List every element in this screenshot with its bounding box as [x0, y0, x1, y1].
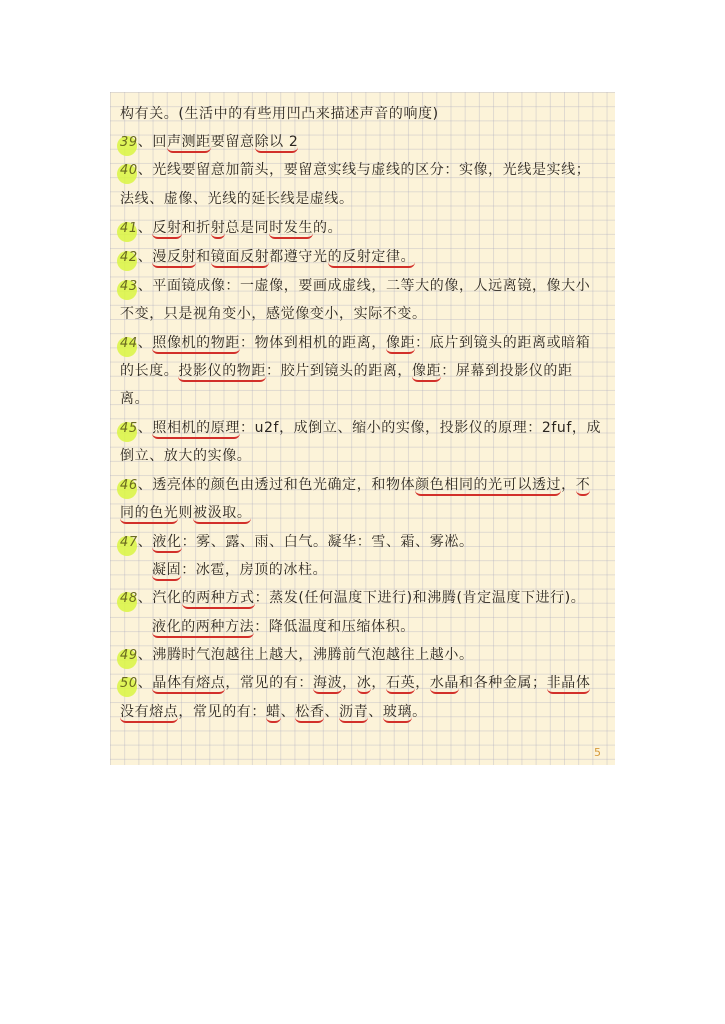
item-number-highlight: 49 — [120, 648, 138, 663]
text: ：胶片到镜头的距离， — [266, 363, 413, 379]
text: 、 — [368, 704, 383, 720]
text: 则 — [178, 505, 194, 521]
text: 、 — [137, 220, 153, 236]
text: ：屏幕到投影仪的距 — [441, 363, 573, 379]
text: 、 — [137, 534, 153, 550]
note-item-50 — [120, 672, 590, 694]
underlined-text: 颜色相同的光可以透过 — [415, 477, 561, 496]
underlined-text: 液化的两种方法 — [152, 619, 254, 638]
text: ：冰雹，房顶的冰柱。 — [181, 562, 328, 578]
underlined-text: 漫反射 — [152, 249, 196, 268]
text: ：蒸发(任何温度下进行)和沸腾(肯定温度下进行)。 — [254, 590, 586, 606]
text: 、回 — [137, 134, 167, 150]
text: ， — [561, 477, 576, 493]
underlined-text: 沥青 — [339, 704, 368, 723]
underlined-text: 玻璃 — [383, 704, 412, 723]
text: ，常见的有： — [225, 675, 313, 691]
text: 、 — [324, 704, 340, 720]
underlined-text: 凝固 — [152, 562, 181, 581]
text: ：底片到镜头的距离或暗箱 — [415, 335, 591, 351]
note-line — [120, 188, 354, 210]
text: 和各种金属； — [459, 675, 547, 691]
note-item-43 — [120, 275, 590, 297]
text: 要留意 — [210, 134, 255, 150]
underlined-text: 冰 — [357, 675, 372, 694]
item-number-highlight: 47 — [120, 535, 138, 550]
note-line — [120, 103, 439, 125]
underlined-text: 水晶 — [430, 675, 459, 694]
text: ， — [342, 675, 357, 691]
item-number-highlight: 40 — [120, 163, 138, 178]
text: 、 — [137, 335, 153, 351]
note-item-40 — [120, 159, 590, 181]
underlined-text: 被汲取。 — [193, 505, 251, 524]
note-line — [152, 559, 327, 581]
item-number-highlight: 50 — [120, 676, 138, 691]
item-number-highlight: 48 — [120, 591, 138, 606]
text: 、 — [137, 420, 153, 436]
text: ， — [371, 675, 386, 691]
note-item-49 — [120, 644, 474, 666]
underlined-text: 镜面反射 — [211, 249, 269, 268]
note-line — [120, 388, 149, 410]
note-line — [152, 616, 415, 638]
text: ，常见的有： — [178, 704, 267, 720]
text: 。 — [412, 704, 427, 720]
note-line — [120, 445, 251, 467]
note-line — [120, 303, 427, 325]
note-line — [120, 701, 427, 723]
note-item-47 — [120, 531, 474, 553]
notebook-page — [110, 92, 615, 765]
note-item-39 — [120, 131, 298, 153]
underlined-text: 非晶体 — [547, 675, 591, 694]
item-number-highlight: 41 — [120, 221, 138, 236]
text: 、平面镜成像：一虚像，要画成虚线，二等大的像，人远离镜，像大小 — [137, 278, 591, 294]
underlined-text: 像距 — [412, 363, 441, 382]
text: ：物体到相机的距离， — [239, 335, 386, 351]
note-item-41 — [120, 217, 342, 239]
text: ：u2f，成倒立、缩小的实像，投影仪的原理：2fuf，成 — [239, 420, 602, 436]
underlined-text: 时发生 — [269, 220, 313, 239]
underlined-text: 除以 2 — [255, 134, 299, 153]
note-item-42 — [120, 246, 415, 268]
underlined-text: 液化 — [152, 534, 181, 553]
note-line — [120, 502, 251, 524]
underlined-text: 的两种方式 — [182, 590, 255, 609]
note-item-46 — [120, 474, 590, 496]
text: 、 — [137, 249, 153, 265]
item-number-highlight: 43 — [120, 279, 138, 294]
text: 不变，只是视角变小，感觉像变小，实际不变。 — [120, 306, 427, 322]
text: ：雾、露、雨、白气。凝华：雪、霜、雾凇。 — [181, 534, 474, 550]
text: 、光线要留意加箭头，要留意实线与虚线的区分：实像，光线是实线； — [137, 162, 591, 178]
text: 都遵守光 — [269, 249, 328, 265]
note-item-45 — [120, 417, 601, 439]
underlined-text: 没有熔点 — [120, 704, 178, 723]
underlined-text: 海波 — [313, 675, 342, 694]
item-number-highlight: 39 — [120, 135, 138, 150]
text: 、 — [137, 675, 153, 691]
page-number: 5 — [594, 746, 601, 759]
underlined-text: 晶体有熔点 — [152, 675, 225, 694]
underlined-text: 不 — [576, 477, 591, 496]
underlined-text: 声测距 — [167, 134, 211, 153]
text: 倒立、放大的实像。 — [120, 448, 252, 464]
underlined-text: 照像机的物距 — [152, 335, 240, 354]
text: 的。 — [313, 220, 343, 236]
text: 法线、虚像、光线的延长线是虚线。 — [120, 191, 354, 207]
item-number-highlight: 42 — [120, 250, 138, 265]
note-item-48 — [120, 587, 585, 609]
note-line — [120, 360, 573, 382]
text: 和 — [196, 249, 211, 265]
text: 、 — [280, 704, 296, 720]
text: 构有关。(生活中的有些用凹凸来描述声音的响度) — [120, 106, 439, 122]
text: ， — [415, 675, 430, 691]
note-item-44 — [120, 332, 590, 354]
text: 总是同 — [225, 220, 270, 236]
underlined-text: 的反射定律。 — [328, 249, 416, 268]
underlined-text: 照相机的原理 — [152, 420, 240, 439]
text: ：降低温度和压缩体积。 — [254, 619, 415, 635]
underlined-text: 射 — [211, 220, 226, 239]
text: 、透亮体的颜色由透过和色光确定，和物体 — [137, 477, 416, 493]
text: 和折 — [181, 220, 211, 236]
underlined-text: 像距 — [386, 335, 415, 354]
item-number-highlight: 46 — [120, 478, 138, 493]
item-number-highlight: 45 — [120, 421, 138, 436]
underlined-text: 石英 — [386, 675, 415, 694]
underlined-text: 同的色光 — [120, 505, 178, 524]
text: 、汽化 — [137, 590, 182, 606]
underlined-text: 投影仪的物距 — [178, 363, 266, 382]
text: 的长度。 — [120, 363, 179, 379]
underlined-text: 反射 — [152, 220, 181, 239]
item-number-highlight: 44 — [120, 336, 138, 351]
underlined-text: 蜡 — [266, 704, 281, 723]
underlined-text: 松香 — [295, 704, 324, 723]
text: 、沸腾时气泡越往上越大，沸腾前气泡越往上越小。 — [137, 647, 474, 663]
text: 离。 — [120, 391, 150, 407]
